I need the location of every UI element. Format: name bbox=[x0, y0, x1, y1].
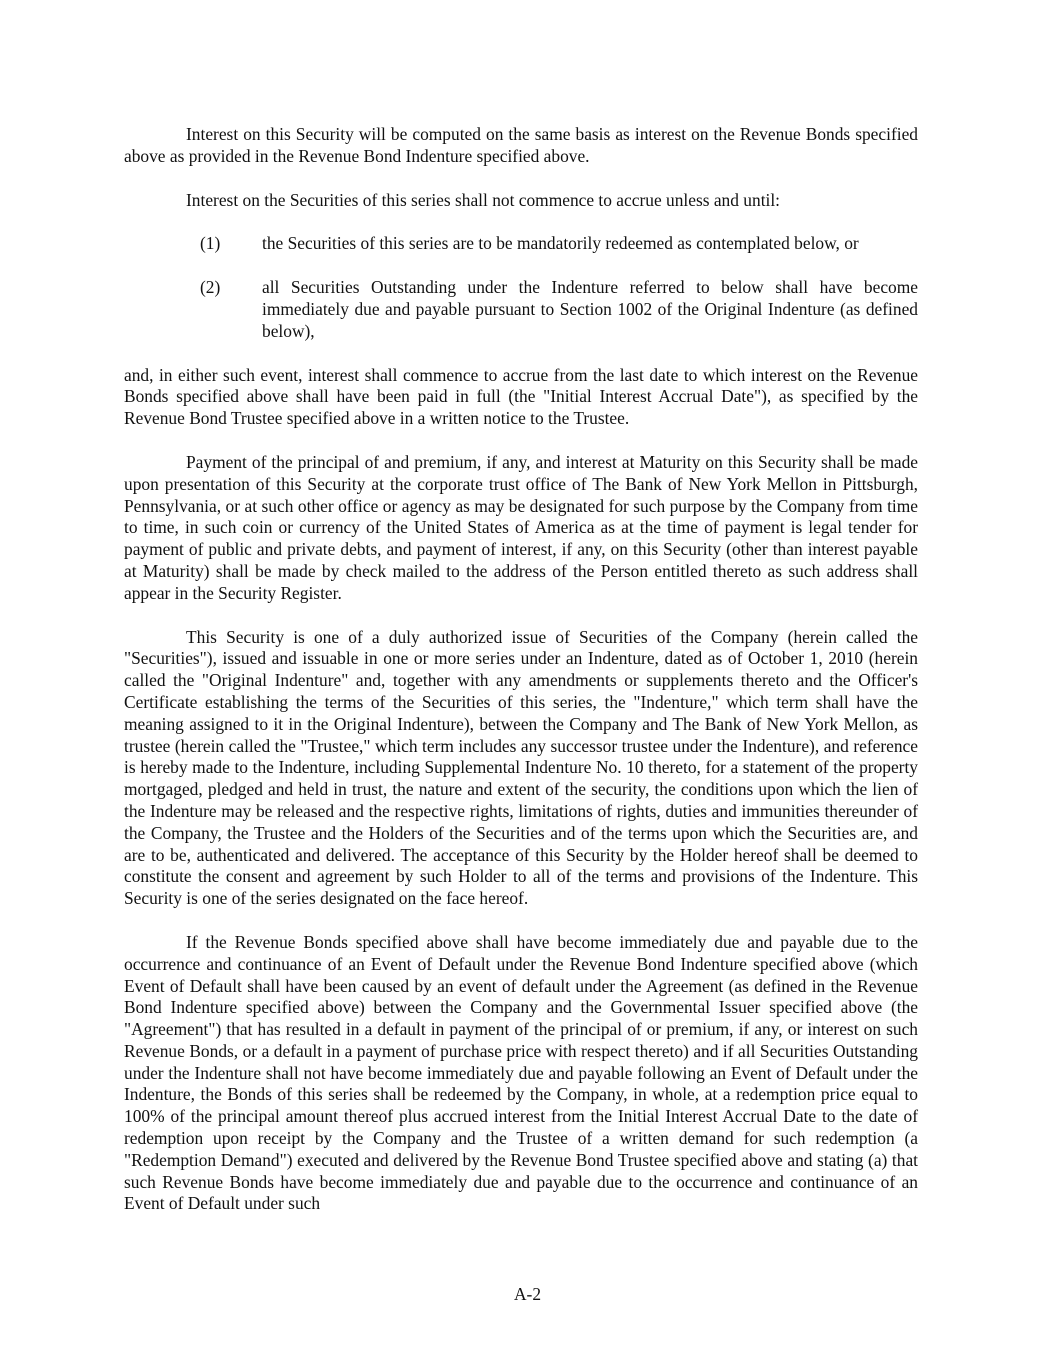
list-item-number: (2) bbox=[200, 277, 221, 298]
paragraph-event-of-default: If the Revenue Bonds specified above shall have become immediately due and payable due to the occurrence and continuance of an Event of Default under the Revenue Bond Indenture specified above (which Event of Default shall have been caused by an event of default under the Agreement (as defined in the Revenue Bond Indenture specified above) between the Company and the Governmental Issuer specified above (the "Agreement") that has resulted in a default in payment of the principal of or premium, if any, or interest on such Revenue Bonds, or a default in a payment of purchase price with respect thereto) and if all Securities Outstanding under the Indenture shall not have become immediately due and payable following an Event of Default under the Indenture, the Bonds of this series shall be redeemed by the Company, in whole, at a redemption price equal to 100% of the principal amount thereof plus accrued interest from the Initial Interest Accrual Date to the date of redemption upon receipt by the Company and the Trustee of a written demand for such redemption (a "Redemption Demand") executed and delivered by the Revenue Bond Trustee specified above and stating (a) that such Revenue Bonds have become immediately due and payable due to the occurrence and continuance of an Event of Default under such bbox=[124, 931, 918, 1214]
paragraph-interest-accrual: Interest on the Securities of this series shall not commence to accrue unless and until: bbox=[186, 189, 781, 210]
paragraph-continuation: and, in either such event, interest shall commence to accrue from the last date to which interest on the Revenue Bonds specified above shall have been paid in full (the "Initial Interest Accrual Date"), as specified by the Revenue Bond Trustee specified above in a written notice to the Trustee. bbox=[124, 364, 918, 429]
paragraph-payment: Payment of the principal of and premium, if any, and interest at Maturity on this Security shall be made upon presentation of this Security at the corporate trust office of The Bank of New York Mellon in Pittsburgh, Pennsylvania, or at such other office or agency as may be designated for such purpose by the Company from time to time, in such coin or currency of the United States of America as at the time of payment is legal tender for payment of public and private debts, and payment of interest, if any, on this Security (other than interest payable at Maturity) shall be made by check mailed to the address of the Person entitled thereto as such address shall appear in the Security Register. bbox=[124, 451, 918, 603]
list-item-text: the Securities of this series are to be mandatorily redeemed as contemplated below, or bbox=[262, 233, 859, 254]
page-number: A-2 bbox=[513, 1284, 542, 1304]
paragraph-security-issue: This Security is one of a duly authorized issue of Securities of the Company (herein called the "Securities"), issued and issuable in one or more series under an Indenture, dated as of October 1, 2010 (herein called the "Original Indenture" and, together with any amendments or supplements thereto and the Officer's Certificate establishing the terms of the Securities of this series, the "Indenture," which term shall have the meaning assigned to it in the Original Indenture), between the Company and The Bank of New York Mellon, as trustee (herein called the "Trustee," which term includes any successor trustee under the Indenture), and reference is hereby made to the Indenture, including Supplemental Indenture No. 10 thereto, for a statement of the property mortgaged, pledged and held in trust, the nature and extent of the security, the conditions upon which the lien of the Indenture may be released and the respective rights, limitations of rights, duties and immunities thereunder of the Company, the Trustee and the Holders of the Securities and of the terms upon which the Securities are, and are to be, authenticated and delivered. The acceptance of this Security by the Holder hereof shall be deemed to constitute the consent and agreement by such Holder to all of the terms and provisions of the Indenture. This Security is one of the series designated on the face hereof. bbox=[124, 626, 918, 909]
list-item-number: (1) bbox=[200, 233, 221, 254]
list-item bbox=[124, 277, 918, 342]
list-item-text: all Securities Outstanding under the Indenture referred to below shall have become immediately due and payable pursuant to Section 1002 of the Original Indenture (as defined below), bbox=[262, 277, 918, 341]
list-item bbox=[124, 233, 918, 255]
document-body bbox=[124, 124, 918, 1237]
paragraph-interest-basis: Interest on this Security will be computed on the same basis as interest on the Revenue Bonds specified above as provided in the Revenue Bond Indenture specified above. bbox=[124, 124, 918, 166]
